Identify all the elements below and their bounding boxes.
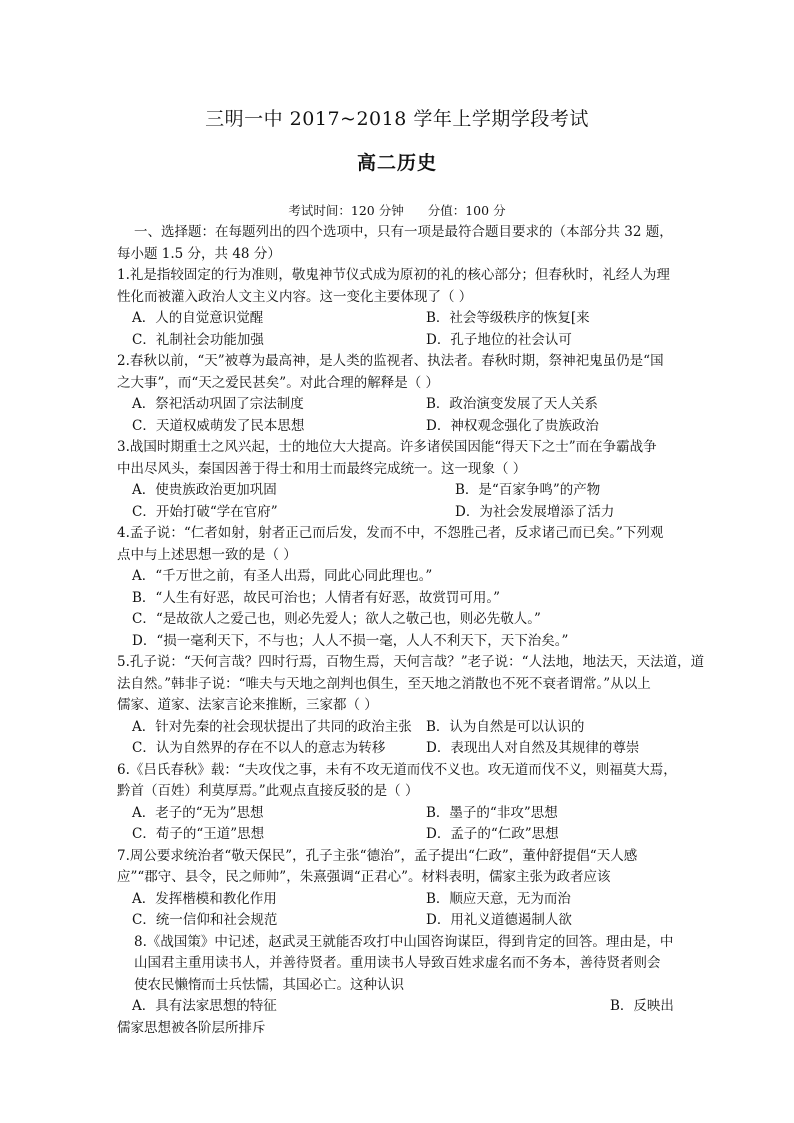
option-c: C．开始打破“学在官府” [132,503,278,520]
question-4 [117,523,687,652]
question-stem: 点中与上述思想一致的是（ ） [117,546,297,563]
option-a: A．老子的“无为”思想 [132,804,264,821]
exam-score: 分值：100 分 [427,203,506,218]
question-stem: 5.孔子说：“天何言哉？四时行焉，百物生焉，天何言哉？”老子说：“人法地，地法天，天法道，道 [117,654,705,670]
question-2 [117,351,687,437]
option-a: A．“千万世之前，有圣人出焉，同此心同此理也。” [132,568,433,584]
option-a: A．人的自觉意识觉醒 [132,310,264,326]
option-a: A．发挥楷模和教化作用 [132,890,277,907]
option-b: B．认为自然是可以认识的 [426,718,585,735]
question-7 [117,846,687,932]
option-a: A．使贵族政治更加巩固 [132,482,277,498]
question-3 [117,437,687,523]
section-instruction-cont: 每小题 1.5 分，共 48 分） [117,245,281,262]
option-c: C．礼制社会功能加强 [132,331,264,348]
option-b: B．是“百家争鸣”的产物 [455,482,601,498]
option-b: B．墨子的“非攻”思想 [426,804,558,821]
option-d: D．孟子的“仁政”思想 [426,826,559,842]
option-c: C．认为自然界的存在不以人的意志为转移 [132,740,386,756]
question-stem: 黔首（百姓）利莫厚焉。”此观点直接反驳的是（ ） [117,783,419,799]
question-stem: 山国君主重用读书人，并善待贤者。重用读书人导致百姓求虚名而不务本，善待贤者则会 [134,955,661,971]
option-c: C．荀子的“王道”思想 [132,826,265,842]
exam-meta [0,201,794,219]
option-d: D．表现出人对自然及其规律的尊崇 [426,740,640,756]
option-d: D．“损一毫利天下，不与也；人人不损一毫，人人不利天下，天下治矣。” [132,632,569,649]
option-b: B．反映出 [610,998,674,1014]
exam-time: 考试时间：120 分钟 [288,203,404,218]
option-b: B．社会等级秩序的恢复[来 [426,310,590,326]
option-b: B．顺应天意，无为而治 [426,890,571,907]
question-stem: 6.《吕氏春秋》载：“夫攻伐之事，未有不攻无道而伐不义也。攻无道而伐不义，则福莫大焉， [117,761,677,778]
section-instruction: 一、选择题：在每题列出的四个选项中，只有一项是最符合题目要求的（本部分共 32 题， [134,224,673,240]
option-d: D．为社会发展增添了活力 [455,503,615,520]
question-list [117,222,705,1039]
option-b: B．政治演变发展了天人关系 [426,396,598,412]
option-a: A．具有法家思想的特征 [132,998,277,1014]
question-stem: 4.孟子说：“仁者如射，射者正己而后发，发而不中，不怨胜己者，反求诸己而已矣。”下列观 [117,525,664,541]
question-stem: 1.礼是指较固定的行为准则，敬鬼神节仪式成为原初的礼的核心部分；但春秋时，礼经人为理 [117,267,670,283]
question-stem: 7.周公要求统治者“敬天保民”，孔子主张“德治”，孟子提出“仁政”，董仲舒提倡“天人感 [117,847,638,864]
question-stem: 之大事”，而“天之爱民甚矣”。对此合理的解释是（ ） [117,374,439,391]
option-d: D．用礼义道德遏制人欲 [426,912,572,928]
question-stem: 性化而被灌入政治人文主义内容。这一变化主要体现了（ ） [117,288,473,305]
exam-title: 三明一中 2017~2018 学年上学期学段考试 [205,108,589,130]
option-d: D．孔子地位的社会认可 [426,331,572,348]
option-d: D．神权观念强化了贵族政治 [426,417,599,434]
exam-subject: 高二历史 [356,152,437,174]
option-a: A．针对先秦的社会现状提出了共同的政治主张 [132,718,412,735]
option-c: C．天道权威萌发了民本思想 [132,417,305,434]
question-stem: 儒家、道家、法家言论来推断，三家都（ ） [117,697,378,713]
option-b-continuation: 儒家思想被各阶层所排斥 [117,1019,266,1036]
question-stem: 3.战国时期重士之风兴起，士的地位大大提高。许多诸侯国因能“得天下之士”而在争霸战争 [117,439,657,455]
option-c: C．统一信仰和社会规范 [132,912,278,928]
question-6 [117,760,687,846]
question-stem: 法自然。”韩非子说：“唯夫与天地之剖判也俱生，至天地之消散也不死不衰者谓常。”从以上 [117,675,651,692]
question-stem: 2.春秋以前，“天”被尊为最高神，是人类的监视者、执法者。春秋时期，祭神祀鬼虽仍是“国 [117,353,664,369]
question-8 [117,932,687,1040]
option-b: B．“人生有好恶，故民可治也；人情者有好恶，故赏罚可用。” [132,589,500,606]
question-stem: 应”“郡守、县令，民之师帅”，朱熹强调“正君心”。材料表明，儒家主张为政者应该 [117,869,611,885]
option-a: A．祭祀活动巩固了宗法制度 [132,396,304,412]
question-stem: 使农民懒惰而士兵怯懦，其国必亡。这种认识 [134,976,404,993]
question-stem: 中出尽风头，秦国因善于得士和用士而最终完成统一。这一现象（ ） [117,460,527,477]
question-5 [117,652,705,760]
question-1 [117,265,687,351]
question-stem: 8.《战国策》中记述，赵武灵王就能否攻打中山国咨询谋臣，得到肯定的回答。理由是，中 [134,933,674,950]
option-c: C．“是故欲人之爱己也，则必先爱人；欲人之敬己也，则必先敬人。” [132,611,541,627]
